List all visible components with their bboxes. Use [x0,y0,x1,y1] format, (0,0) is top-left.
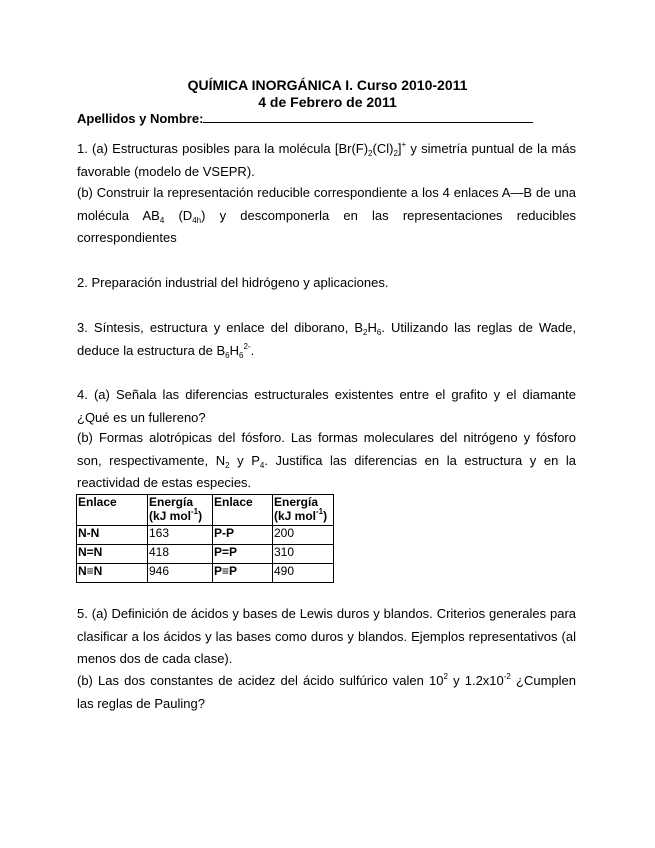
question-5a: 5. (a) Definición de ácidos y bases de Lewis duros y blandos. Criterios generales para clasificar a los ácidos y las bases como duros y blandos. Ejemplos representativos (al menos dos de cada clase). [77,606,576,666]
table-cell: 200 [273,526,334,545]
exam-date: 4 de Febrero de 2011 [258,94,397,110]
bond-energy-table [76,494,334,583]
table-cell: 163 [148,526,213,545]
table-cell: 418 [148,545,213,564]
table-cell: 490 [273,564,334,583]
table-cell: N=N [77,545,148,564]
table-cell: 310 [273,545,334,564]
question-4a: 4. (a) Señala las diferencias estructurales existentes entre el grafito y el diamante ¿Qué es un fullereno? [77,387,576,425]
table-cell: P≡P [213,564,273,583]
header-energy-1: Energía (kJ mol$^{-1}$) [148,495,213,526]
table-row [77,526,334,545]
question-3: 3. Síntesis, estructura y enlace del diborano, $B_2H_6$. Utilizando las reglas de Wade, deduce la estructura de $B_6H_6^{2-}$. [77,320,576,360]
question-1b: (b) Construir la representación reducible correspondiente a los 4 enlaces A—B de una molécula $AB_4$ $(D_{4h})$ y descomponerla en las representaciones reducibles correspondientes [77,185,576,245]
name-blank-line [203,110,533,123]
exam-title: QUÍMICA INORGÁNICA I. Curso 2010-2011 [187,77,468,93]
table-cell: P-P [213,526,273,545]
table-row [77,545,334,564]
question-5b: (b) Las dos constantes de acidez del ácido sulfúrico valen $10^2$ y $1.2x10^{-2}$ ¿Cumplen las reglas de Pauling? [77,672,576,711]
question-1a: 1. (a) Estructuras posibles para la molécula $[Br(F)_2(Cl)_2]^+$ y simetría puntual de la más favorable (modelo de VSEPR). [77,140,576,179]
header-energy-2: Energía (kJ mol$^{-1}$) [273,495,334,526]
name-field [77,110,533,127]
header-bond-1: Enlace [77,495,148,526]
question-4b: (b) Formas alotrópicas del fósforo. Las formas moleculares del nitrógeno y fósforo son, respectivamente, $N_2$ y $P_4$. Justifica las diferencias en la estructura y en la reactividad de estas especies. [77,430,576,490]
table-header-row [77,495,334,526]
question-2: 2. Preparación industrial del hidrógeno y aplicaciones. [77,275,389,290]
table-cell: N-N [77,526,148,545]
table-row [77,564,334,583]
header-bond-2: Enlace [213,495,273,526]
table-cell: 946 [148,564,213,583]
table-cell: P=P [213,545,273,564]
table-cell: N≡N [77,564,148,583]
name-label: Apellidos y Nombre: [77,111,204,126]
